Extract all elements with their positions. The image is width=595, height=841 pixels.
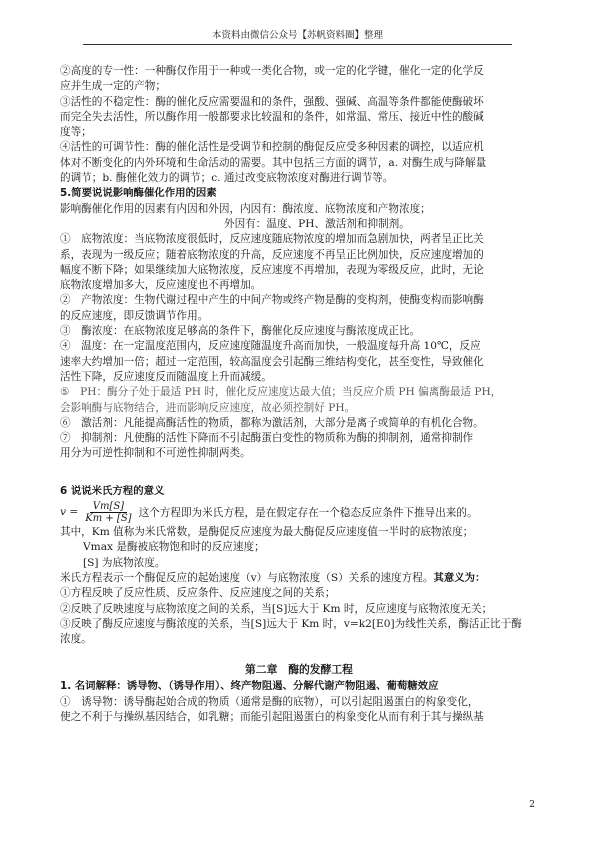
text-line: ⑦ 抑制剂：凡使酶的活性下降而不引起酶蛋白变性的物质称为酶的抑制剂，通常抑制作 (60, 432, 474, 445)
section-6-title: 6 说说米氏方程的意义 (60, 484, 165, 497)
text-line: ③活性的不稳定性：酶的催化反应需要温和的条件，强酸、强碱、高温等条件都能使酶破坏 (60, 95, 484, 108)
text-line: 应并生成一定的产物； (60, 80, 166, 93)
text-line: ④活性的可调节性：酶的催化活性是受调节和控制的酶促反应受多种因素的调控，以适应机 (60, 141, 484, 154)
page-number: 2 (529, 800, 535, 810)
section-1-title: 1. 名词解释：诱导物、（诱导作用）、终产物阻遏、分解代谢产物阻遏、葡萄糖效应 (60, 680, 439, 693)
meaning-lead: 米氏方程表示一个酶促反应的起始速度（v）与底物浓度（S）关系的速度方程。 (60, 571, 434, 584)
formula-description: 这个方程即为米氏方程，是在假定存在一个稳态反应条件下推导出来的。 (138, 506, 478, 519)
text-line: 活性下降，反应速度反而随温度上升而减缓。 (60, 370, 272, 383)
formula-fraction (82, 501, 134, 524)
text-line: ①方程反映了反应性质、反应条件、反应速度之间的关系； (60, 587, 336, 600)
page-header: 本资料由微信公众号【苏帆资料圈】整理 (83, 28, 512, 45)
meaning-bold: 其意义为： (433, 571, 486, 584)
text-line: ⑤ PH：酶分子处于最适 PH 时，催化反应速度达最大值；当反应介质 PH 偏离酶最适 PH， (60, 386, 502, 399)
text-line: 的调节；b. 酶催化效力的调节；c. 通过改变底物浓度对酶进行调节等。 (60, 172, 394, 185)
meaning-line (60, 571, 538, 586)
text-line: 体对不断变化的内外环境和生命活动的需要。其中包括三方面的调节，a. 对酶生成与降解量 (60, 156, 487, 169)
text-line: 速率大约增加一倍；超过一定范围，较高温度会引起酶三维结构变化，甚至变性，导致催化 (60, 355, 484, 368)
text-line: 用分为可逆性抑制和不可逆性抑制两类。 (60, 447, 251, 460)
text-line: ③反映了酶反应速度与酶浓度的关系，当[S]远大于 Km 时，v=k2[E0]为线性关系，酶活正比于酶 (60, 617, 522, 630)
text-line: ④ 温度：在一定温度范围内，反应速度随温度升高而加快，一般温度每升高 10℃，反应 (60, 340, 481, 353)
text-line: [S] 为底物浓度。 (83, 556, 166, 569)
text-line: 幅度不断下降；如果继续加大底物浓度，反应速度不再增加，表现为零级反应，此时，无论 (60, 263, 484, 276)
text-line: ② 产物浓度：生物代谢过程中产生的中间产物或终产物是酶的变构剂，使酶变构而影响酶 (60, 294, 484, 307)
document-body (60, 64, 538, 725)
text-line: ① 底物浓度：当底物浓度很低时，反应速度随底物浓度的增加而急剧加快，两者呈正比关 (60, 233, 484, 246)
formula-numerator: Vm[S] (90, 501, 127, 513)
text-line: 而完全失去活性，所以酶作用一般都要求比较温和的条件，如常温、常压、接近中性的酸碱 (60, 110, 484, 123)
section-5-intro-2: 外因有：温度、PH、激活剂和抑制剂。 (224, 217, 410, 230)
text-line: ③ 酶浓度：在底物浓度足够高的条件下，酶催化反应速度与酶浓度成正比。 (60, 325, 421, 338)
text-line: ②高度的专一性：一种酶仅作用于一种或一类化合物，或一定的化学键，催化一定的化学反 (60, 65, 484, 77)
text-line: 其中，Km 值称为米氏常数，是酶促反应速度为最大酶促反应速度值一半时的底物浓度； (60, 526, 474, 539)
text-line: 浓度。 (60, 633, 92, 646)
section-5-title: 5.简要说说影响酶催化作用的因素 (60, 187, 217, 200)
text-line: ⑥ 激活剂：凡能提高酶活性的物质，都称为激活剂，大部分是离子或简单的有机化合物。 (60, 416, 484, 429)
formula-denominator: Km + [S] (85, 512, 132, 524)
michaelis-menten-formula (60, 499, 538, 525)
text-line: 的反应速度，即反馈调节作用。 (60, 309, 209, 322)
text-line: 系，表现为一级反应；随着底物浓度的升高，反应速度不再呈正比例加快，反应速度增加的 (60, 248, 484, 261)
text-line: 会影响酶与底物结合，进而影响反应速度，故必须控制好 PH。 (60, 401, 356, 414)
formula-lhs: v = (60, 506, 79, 519)
text-line: ① 诱导物：诱导酶起始合成的物质（通常是酶的底物），可以引起阻遏蛋白的构象变化， (60, 695, 479, 708)
text-line: ②反映了反映速度与底物浓度之间的关系，当[S]远大于 Km 时，反应速度与底物浓度无关； (60, 602, 493, 615)
section-5-intro: 影响酶催化作用的因素有内因和外因，内因有：酶浓度、底物浓度和产物浓度； (60, 202, 431, 215)
text-line: 使之不利于与操纵基因结合，如乳糖；而能引起阻遏蛋白的构象变化从而有利于其与操纵基 (60, 710, 484, 723)
text-line: Vmax 是酶被底物饱和时的反应速度； (83, 541, 265, 554)
text-line: 度等； (60, 126, 92, 139)
text-line: 底物浓度增加多大，反应速度也不再增加。 (60, 279, 262, 292)
chapter-title: 第二章 酶的发酵工程 (245, 663, 353, 677)
